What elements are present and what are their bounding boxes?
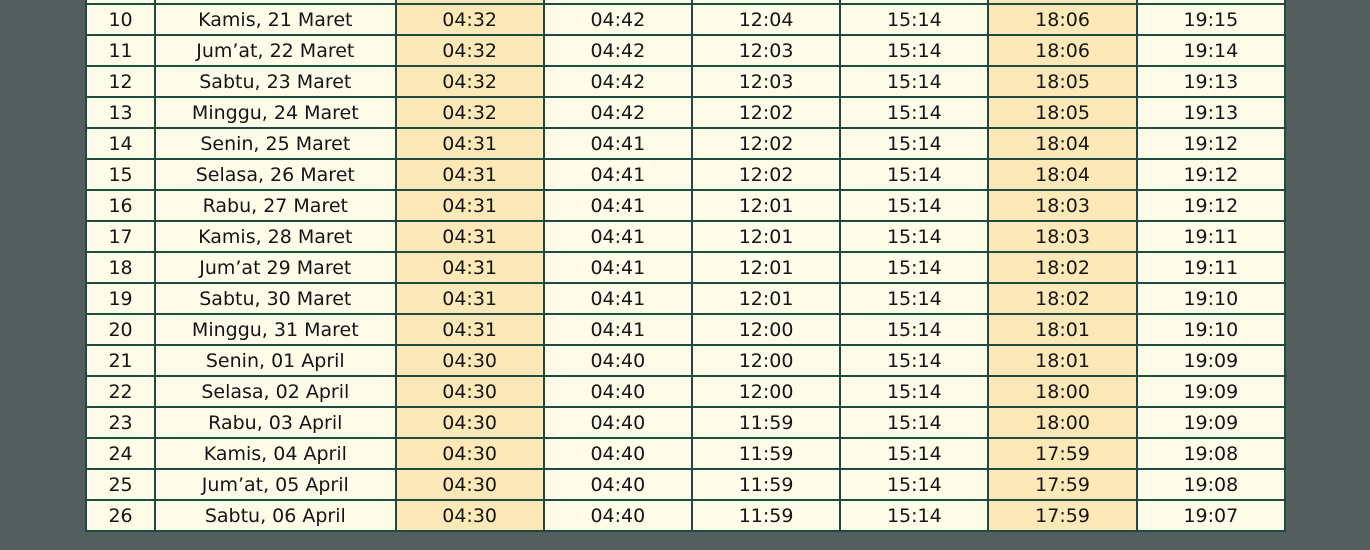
- time-cell-col6: 15:14: [840, 469, 988, 500]
- time-cell-col7: 18:02: [988, 283, 1136, 314]
- time-cell-col5: 12:00: [692, 376, 840, 407]
- time-cell-col7: 18:01: [988, 345, 1136, 376]
- day-number-cell: 12: [86, 66, 155, 97]
- time-cell-col5: 12:02: [692, 97, 840, 128]
- table-row: [86, 190, 1285, 221]
- table-row: [86, 159, 1285, 190]
- day-number-cell: 21: [86, 345, 155, 376]
- date-cell: Jum’at 29 Maret: [155, 252, 395, 283]
- time-cell-col3: 04:32: [396, 4, 544, 35]
- time-cell-col5: 11:59: [692, 407, 840, 438]
- day-number-cell: 26: [86, 500, 155, 531]
- time-cell-col4: 04:41: [544, 128, 692, 159]
- day-number-cell: 11: [86, 35, 155, 66]
- time-cell-col8: 19:09: [1137, 407, 1285, 438]
- day-number-cell: 20: [86, 314, 155, 345]
- date-cell: Kamis, 04 April: [155, 438, 395, 469]
- day-number-cell: 13: [86, 97, 155, 128]
- time-cell-col8: 19:07: [1137, 500, 1285, 531]
- time-cell-col7: 18:05: [988, 97, 1136, 128]
- time-cell-col4: 04:41: [544, 221, 692, 252]
- time-cell-col5: 12:01: [692, 221, 840, 252]
- time-cell-col7: 18:04: [988, 159, 1136, 190]
- time-cell-col3: 04:31: [396, 252, 544, 283]
- time-cell-col6: 15:14: [840, 159, 988, 190]
- time-cell-col5: 12:04: [692, 4, 840, 35]
- time-cell-col6: 15:14: [840, 35, 988, 66]
- time-cell-col6: 15:14: [840, 221, 988, 252]
- day-number-cell: 16: [86, 190, 155, 221]
- date-cell: Senin, 01 April: [155, 345, 395, 376]
- table-row: [86, 252, 1285, 283]
- time-cell-col4: 04:40: [544, 407, 692, 438]
- date-cell: Selasa, 02 April: [155, 376, 395, 407]
- table-row: [86, 4, 1285, 35]
- time-cell-col6: 15:14: [840, 438, 988, 469]
- time-cell-col7: 18:03: [988, 221, 1136, 252]
- time-cell-col7: 18:06: [988, 4, 1136, 35]
- time-cell-col4: 04:41: [544, 283, 692, 314]
- schedule-rows: [86, 0, 1285, 531]
- table-row: [86, 345, 1285, 376]
- time-cell-col8: 19:13: [1137, 97, 1285, 128]
- time-cell-col3: 04:31: [396, 128, 544, 159]
- time-cell-col3: 04:30: [396, 376, 544, 407]
- time-cell-col8: 19:10: [1137, 283, 1285, 314]
- time-cell-col6: 15:14: [840, 376, 988, 407]
- time-cell-col8: 19:13: [1137, 66, 1285, 97]
- time-cell-col6: 15:14: [840, 66, 988, 97]
- time-cell-col3: 04:31: [396, 314, 544, 345]
- schedule-table-container: [85, 0, 1286, 532]
- time-cell-col4: 04:40: [544, 376, 692, 407]
- day-number-cell: 24: [86, 438, 155, 469]
- time-cell-col6: 15:14: [840, 283, 988, 314]
- time-cell-col7: 17:59: [988, 500, 1136, 531]
- time-cell-col3: 04:30: [396, 500, 544, 531]
- time-cell-col3: 04:32: [396, 35, 544, 66]
- time-cell-col6: 15:14: [840, 345, 988, 376]
- time-cell-col8: 19:09: [1137, 345, 1285, 376]
- time-cell-col7: 18:02: [988, 252, 1136, 283]
- time-cell-col4: 04:41: [544, 314, 692, 345]
- date-cell: Rabu, 27 Maret: [155, 190, 395, 221]
- time-cell-col5: 12:02: [692, 128, 840, 159]
- day-number-cell: 25: [86, 469, 155, 500]
- time-cell-col6: 15:14: [840, 190, 988, 221]
- date-cell: Rabu, 03 April: [155, 407, 395, 438]
- time-cell-col7: 17:59: [988, 469, 1136, 500]
- time-cell-col3: 04:30: [396, 438, 544, 469]
- time-cell-col3: 04:30: [396, 345, 544, 376]
- time-cell-col8: 19:12: [1137, 128, 1285, 159]
- table-row: [86, 283, 1285, 314]
- time-cell-col6: 15:14: [840, 500, 988, 531]
- time-cell-col5: 12:01: [692, 283, 840, 314]
- time-cell-col4: 04:40: [544, 500, 692, 531]
- date-cell: Sabtu, 23 Maret: [155, 66, 395, 97]
- time-cell-col6: 15:14: [840, 4, 988, 35]
- time-cell-col3: 04:32: [396, 97, 544, 128]
- time-cell-col7: 18:00: [988, 376, 1136, 407]
- time-cell-col8: 19:12: [1137, 190, 1285, 221]
- time-cell-col7: 18:00: [988, 407, 1136, 438]
- time-cell-col5: 12:03: [692, 66, 840, 97]
- time-cell-col7: 18:04: [988, 128, 1136, 159]
- date-cell: Kamis, 21 Maret: [155, 4, 395, 35]
- time-cell-col7: 18:03: [988, 190, 1136, 221]
- time-cell-col7: 17:59: [988, 438, 1136, 469]
- date-cell: Jum’at, 22 Maret: [155, 35, 395, 66]
- time-cell-col5: 12:01: [692, 252, 840, 283]
- time-cell-col7: 18:05: [988, 66, 1136, 97]
- table-row: [86, 66, 1285, 97]
- day-number-cell: 23: [86, 407, 155, 438]
- time-cell-col8: 19:11: [1137, 221, 1285, 252]
- time-cell-col4: 04:41: [544, 159, 692, 190]
- time-cell-col5: 11:59: [692, 500, 840, 531]
- day-number-cell: 10: [86, 4, 155, 35]
- time-cell-col4: 04:41: [544, 252, 692, 283]
- time-cell-col8: 19:14: [1137, 35, 1285, 66]
- time-cell-col8: 19:08: [1137, 438, 1285, 469]
- table-row: [86, 314, 1285, 345]
- time-cell-col4: 04:42: [544, 66, 692, 97]
- date-cell: Senin, 25 Maret: [155, 128, 395, 159]
- time-cell-col8: 19:08: [1137, 469, 1285, 500]
- time-cell-col4: 04:42: [544, 35, 692, 66]
- time-cell-col6: 15:14: [840, 252, 988, 283]
- date-cell: Minggu, 24 Maret: [155, 97, 395, 128]
- time-cell-col5: 12:02: [692, 159, 840, 190]
- time-cell-col8: 19:12: [1137, 159, 1285, 190]
- date-cell: Minggu, 31 Maret: [155, 314, 395, 345]
- time-cell-col4: 04:40: [544, 469, 692, 500]
- date-cell: Jum’at, 05 April: [155, 469, 395, 500]
- time-cell-col7: 18:01: [988, 314, 1136, 345]
- time-cell-col5: 12:00: [692, 314, 840, 345]
- time-cell-col5: 11:59: [692, 438, 840, 469]
- time-cell-col5: 12:01: [692, 190, 840, 221]
- time-cell-col4: 04:40: [544, 438, 692, 469]
- time-cell-col5: 12:03: [692, 35, 840, 66]
- table-row: [86, 128, 1285, 159]
- day-number-cell: 22: [86, 376, 155, 407]
- table-row: [86, 500, 1285, 531]
- time-cell-col4: 04:41: [544, 190, 692, 221]
- time-cell-col6: 15:14: [840, 97, 988, 128]
- time-cell-col3: 04:30: [396, 469, 544, 500]
- time-cell-col8: 19:09: [1137, 376, 1285, 407]
- time-cell-col3: 04:31: [396, 221, 544, 252]
- time-cell-col8: 19:15: [1137, 4, 1285, 35]
- day-number-cell: 17: [86, 221, 155, 252]
- time-cell-col4: 04:42: [544, 97, 692, 128]
- time-cell-col7: 18:06: [988, 35, 1136, 66]
- table-row: [86, 438, 1285, 469]
- date-cell: Selasa, 26 Maret: [155, 159, 395, 190]
- time-cell-col5: 12:00: [692, 345, 840, 376]
- prayer-schedule-table: [85, 0, 1286, 532]
- time-cell-col4: 04:42: [544, 4, 692, 35]
- time-cell-col3: 04:30: [396, 407, 544, 438]
- table-row: [86, 376, 1285, 407]
- time-cell-col8: 19:11: [1137, 252, 1285, 283]
- day-number-cell: 18: [86, 252, 155, 283]
- time-cell-col3: 04:32: [396, 66, 544, 97]
- time-cell-col6: 15:14: [840, 407, 988, 438]
- time-cell-col4: 04:40: [544, 345, 692, 376]
- table-row: [86, 407, 1285, 438]
- time-cell-col3: 04:31: [396, 283, 544, 314]
- time-cell-col8: 19:10: [1137, 314, 1285, 345]
- date-cell: Sabtu, 30 Maret: [155, 283, 395, 314]
- day-number-cell: 15: [86, 159, 155, 190]
- table-row: [86, 35, 1285, 66]
- time-cell-col3: 04:31: [396, 159, 544, 190]
- table-row: [86, 221, 1285, 252]
- date-cell: Sabtu, 06 April: [155, 500, 395, 531]
- time-cell-col6: 15:14: [840, 314, 988, 345]
- table-row: [86, 469, 1285, 500]
- day-number-cell: 14: [86, 128, 155, 159]
- time-cell-col6: 15:14: [840, 128, 988, 159]
- table-row: [86, 97, 1285, 128]
- date-cell: Kamis, 28 Maret: [155, 221, 395, 252]
- day-number-cell: 19: [86, 283, 155, 314]
- time-cell-col3: 04:31: [396, 190, 544, 221]
- time-cell-col5: 11:59: [692, 469, 840, 500]
